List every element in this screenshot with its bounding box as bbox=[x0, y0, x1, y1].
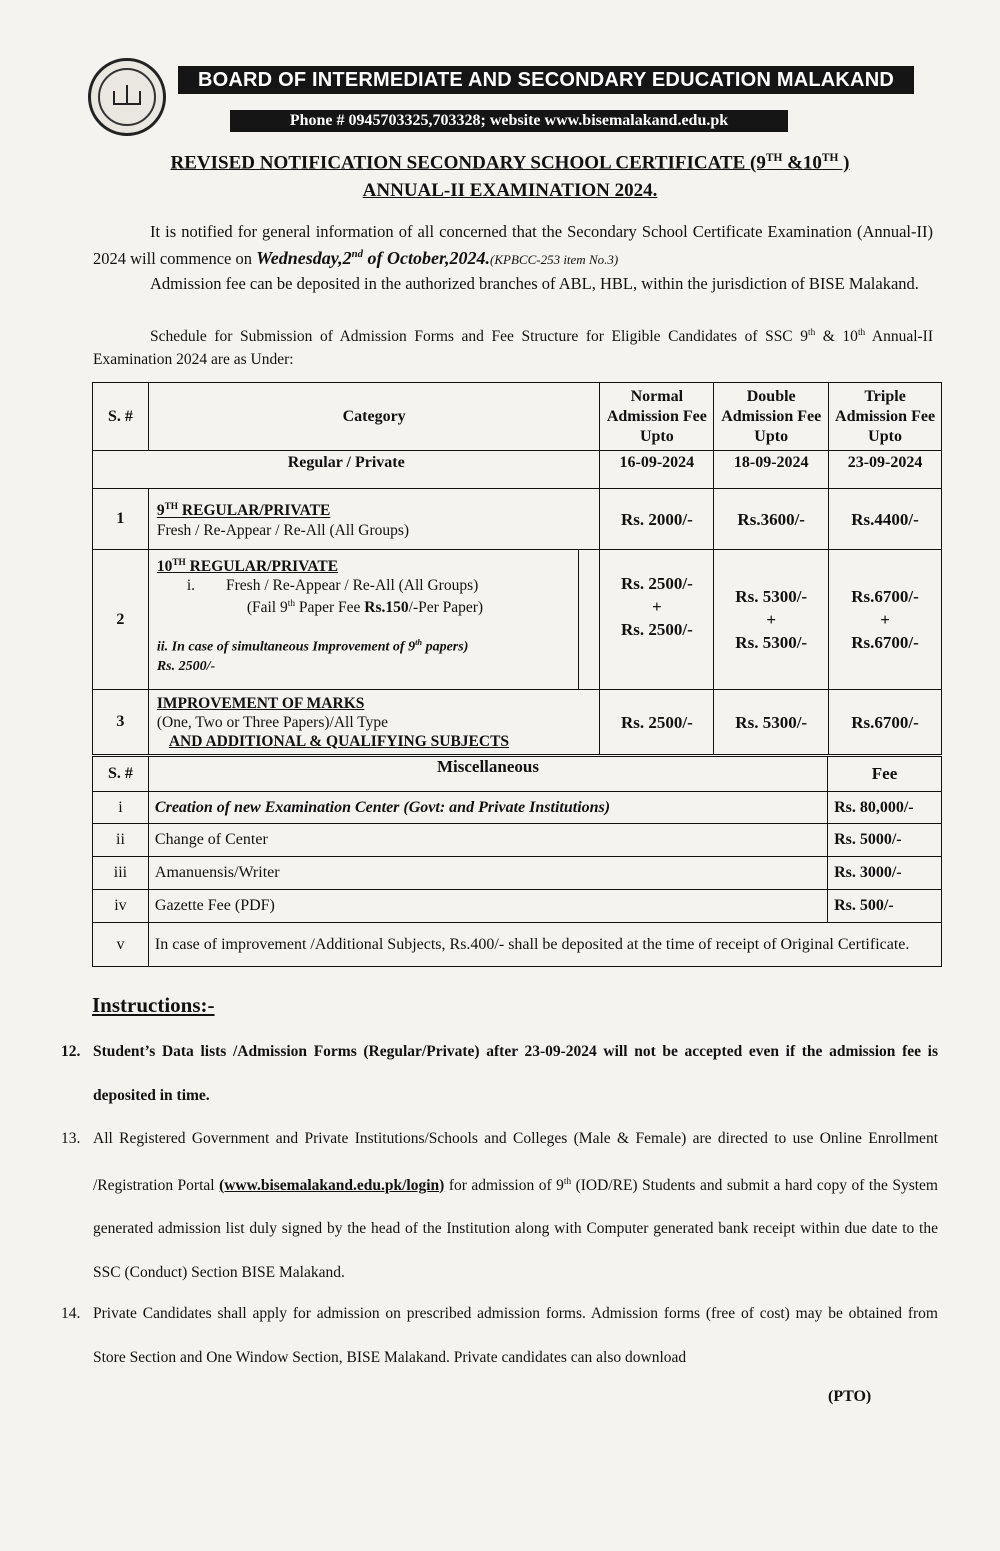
schedule-sup: th bbox=[857, 328, 866, 338]
board-seal-logo-icon bbox=[88, 58, 166, 136]
misc-fee: Rs. 5000/- bbox=[828, 824, 942, 857]
fee-deposit-paragraph: Admission fee can be deposited in the authorized branches of ABL, HBL, within the jurisdiction of BISE Malakand. bbox=[150, 274, 919, 293]
category-improvement-fee: Rs. 2500/- bbox=[156, 658, 216, 674]
note-sup: th bbox=[415, 638, 423, 648]
note-sup: th bbox=[287, 599, 295, 610]
instruction-item bbox=[61, 1117, 938, 1294]
table-row bbox=[93, 550, 942, 690]
header-sno: S. # bbox=[93, 383, 149, 451]
title-text: ) bbox=[838, 152, 850, 174]
misc-header-item: Miscellaneous bbox=[148, 757, 827, 792]
fee-amount: Rs. 2500/- bbox=[620, 574, 693, 593]
reference-note: (KPBCC-253 item No.3) bbox=[490, 252, 619, 267]
category-title-text: 10 bbox=[156, 558, 173, 576]
category-detail: (One, Two or Three Papers)/All Type bbox=[156, 713, 388, 731]
category-title-text: REGULAR/PRIVATE bbox=[178, 502, 331, 520]
normal-fee-date: 16-09-2024 bbox=[600, 451, 714, 489]
misc-item: Gazette Fee (PDF) bbox=[148, 890, 827, 923]
double-fee: Rs.3600/- bbox=[714, 489, 829, 550]
fee-amount: Rs. 5300/- bbox=[735, 587, 808, 606]
date-text: Wednesday,2 bbox=[256, 248, 352, 268]
category-title-text: REGULAR/PRIVATE bbox=[185, 558, 339, 576]
intro-text: It is notified for general information of all concerned that the Secondary School Certificate Examination (Annual-II) 2024 will commence on bbox=[93, 222, 933, 268]
intro-paragraph bbox=[93, 220, 933, 271]
row-category bbox=[148, 550, 578, 690]
triple-fee bbox=[829, 550, 942, 690]
date-sup: nd bbox=[351, 248, 364, 260]
instruction-text: (IOD/RE) Students and submit a hard copy of the System generated admission list duly signed by the head of the Institution along with Computer generated bank receipt within due date to the SSC (Conduct) Section BISE Malakand. bbox=[93, 1176, 938, 1281]
schedule-text: Annual-II Examination 2024 are as Under: bbox=[93, 328, 934, 369]
fee-amount: Rs.6700/- bbox=[851, 587, 919, 606]
table-header-row bbox=[93, 383, 942, 451]
table-row bbox=[93, 489, 942, 550]
misc-fee: Rs. 3000/- bbox=[828, 857, 942, 890]
double-fee bbox=[714, 550, 829, 690]
note-text: ii. In case of simultaneous Improvement of 9 bbox=[156, 639, 416, 655]
instruction-number: 13. bbox=[61, 1130, 81, 1147]
schedule-text: Schedule for Submission of Admission Forms and Fee Structure for Eligible Candidates of SSC 9 bbox=[150, 328, 808, 346]
instruction-text: Student’s Data lists /Admission Forms (Regular/Private) after 23-09-2024 will not be accepted even if the admission fee is deposited in time. bbox=[93, 1043, 938, 1104]
fee-amount: Rs.6700/- bbox=[851, 633, 919, 652]
header-double-fee: Double Admission Fee Upto bbox=[714, 383, 829, 451]
misc-item: Change of Center bbox=[148, 824, 827, 857]
instruction-number: 14. bbox=[61, 1305, 81, 1322]
miscellaneous-table bbox=[92, 756, 942, 967]
triple-fee: Rs.6700/- bbox=[829, 690, 942, 755]
table-row bbox=[93, 890, 942, 923]
category-detail: Fresh / Re-Appear / Re-All (All Groups) bbox=[156, 521, 410, 539]
instruction-number: 12. bbox=[61, 1043, 81, 1060]
pto-label: (PTO) bbox=[828, 1388, 872, 1405]
misc-fee: Rs. 500/- bbox=[828, 890, 942, 923]
normal-fee: Rs. 2000/- bbox=[600, 489, 714, 550]
row-category bbox=[148, 489, 600, 550]
misc-sno: i bbox=[93, 792, 149, 824]
row-category bbox=[148, 690, 600, 755]
header-normal-fee: Normal Admission Fee Upto bbox=[600, 383, 714, 451]
misc-sno: iii bbox=[93, 857, 149, 890]
registration-portal-link[interactable]: (www.bisemalakand.edu.pk/login) bbox=[219, 1176, 445, 1194]
instruction-item bbox=[61, 1292, 938, 1379]
misc-sno: iv bbox=[93, 890, 149, 923]
double-fee-date: 18-09-2024 bbox=[714, 451, 829, 489]
notification-title-line2: ANNUAL-II EXAMINATION 2024. bbox=[362, 180, 658, 201]
misc-item: Creation of new Examination Center (Govt: and Private Institutions) bbox=[148, 792, 827, 824]
category-improvement-note bbox=[157, 633, 570, 657]
fee-amount: Rs. 2500/- bbox=[620, 620, 693, 639]
title-text: &10 bbox=[782, 152, 822, 174]
header-triple-fee: Triple Admission Fee Upto bbox=[829, 383, 942, 451]
instruction-item bbox=[61, 1030, 938, 1117]
table-row bbox=[93, 792, 942, 824]
instructions-title: Instructions:- bbox=[92, 993, 215, 1017]
row-sno: 3 bbox=[93, 690, 149, 755]
normal-fee bbox=[600, 550, 714, 690]
category-title-text: 9 bbox=[156, 502, 165, 520]
category-title-sup: TH bbox=[172, 558, 186, 568]
triple-fee-date: 23-09-2024 bbox=[829, 451, 942, 489]
fee-plus: + bbox=[880, 610, 890, 629]
table-subheader-row bbox=[93, 451, 942, 489]
logo-spine bbox=[126, 85, 128, 105]
board-contact: Phone # 0945703325,703328; website www.bisemalakand.edu.pk bbox=[230, 110, 788, 132]
fee-plus: + bbox=[652, 597, 662, 616]
misc-header-row bbox=[93, 757, 942, 792]
note-text: /-Per Paper) bbox=[408, 599, 484, 617]
row-divider-cell bbox=[578, 550, 600, 690]
notification-title-line1 bbox=[70, 152, 950, 174]
fee-amount: Rs. 5300/- bbox=[735, 633, 808, 652]
triple-fee: Rs.4400/- bbox=[829, 489, 942, 550]
schedule-text: & 10 bbox=[815, 328, 858, 346]
table-row bbox=[93, 690, 942, 755]
fee-plus: + bbox=[766, 610, 777, 629]
misc-item: Amanuensis/Writer bbox=[148, 857, 827, 890]
category-title: IMPROVEMENT OF MARKS bbox=[156, 694, 365, 712]
schedule-sup: th bbox=[807, 328, 816, 338]
title-sup: TH bbox=[821, 152, 839, 164]
misc-sno: v bbox=[93, 923, 149, 967]
note-text: Paper Fee bbox=[294, 599, 365, 617]
row-sno: 1 bbox=[93, 489, 149, 550]
category-detail: i. Fresh / Re-Appear / Re-All (All Groups) bbox=[186, 577, 479, 595]
fee-schedule-table bbox=[92, 382, 942, 755]
subheader-regular-private: Regular / Private bbox=[93, 451, 600, 489]
misc-header-sno: S. # bbox=[93, 757, 149, 792]
instruction-text: for admission of 9 bbox=[444, 1176, 564, 1194]
category-title bbox=[157, 554, 570, 576]
table-row bbox=[93, 857, 942, 890]
category-additional: AND ADDITIONAL & QUALIFYING SUBJECTS bbox=[168, 732, 510, 750]
header-category: Category bbox=[148, 383, 600, 451]
schedule-paragraph bbox=[93, 322, 933, 371]
double-fee: Rs. 5300/- bbox=[714, 690, 829, 755]
instruction-sup: th bbox=[563, 1176, 572, 1187]
category-title-sup: TH bbox=[164, 502, 179, 513]
misc-sno: ii bbox=[93, 824, 149, 857]
title-sup: TH bbox=[765, 152, 783, 164]
note-text: papers) bbox=[422, 639, 469, 655]
misc-fee: Rs. 80,000/- bbox=[828, 792, 942, 824]
table-row bbox=[93, 824, 942, 857]
misc-header-fee: Fee bbox=[828, 757, 942, 792]
misc-item: In case of improvement /Additional Subjects, Rs.400/- shall be deposited at the time of receipt of Original Certificate. bbox=[148, 923, 941, 967]
exam-date bbox=[256, 248, 490, 268]
table-row bbox=[93, 923, 942, 967]
instruction-text: Private Candidates shall apply for admission on prescribed admission forms. Admission forms (free of cost) may be obtained from Store Section and One Window Section, BISE Malakand. Private candidates can also download bbox=[93, 1305, 938, 1366]
title-text: REVISED NOTIFICATION SECONDARY SCHOOL CERTIFICATE (9 bbox=[170, 152, 766, 174]
note-bold: Rs.150 bbox=[364, 599, 409, 617]
instruction-text: All Registered Government and Private Institutions/Schools and Colleges (Male & Female) are directed to use Online Enrollment /Registration Portal bbox=[93, 1130, 938, 1194]
normal-fee: Rs. 2500/- bbox=[600, 690, 714, 755]
board-title: BOARD OF INTERMEDIATE AND SECONDARY EDUCATION MALAKAND bbox=[178, 66, 914, 94]
row-sno: 2 bbox=[93, 550, 149, 690]
note-text: (Fail 9 bbox=[246, 599, 288, 617]
category-fail-note bbox=[157, 595, 570, 617]
date-text: of October,2024. bbox=[363, 248, 491, 268]
category-title bbox=[157, 498, 592, 520]
